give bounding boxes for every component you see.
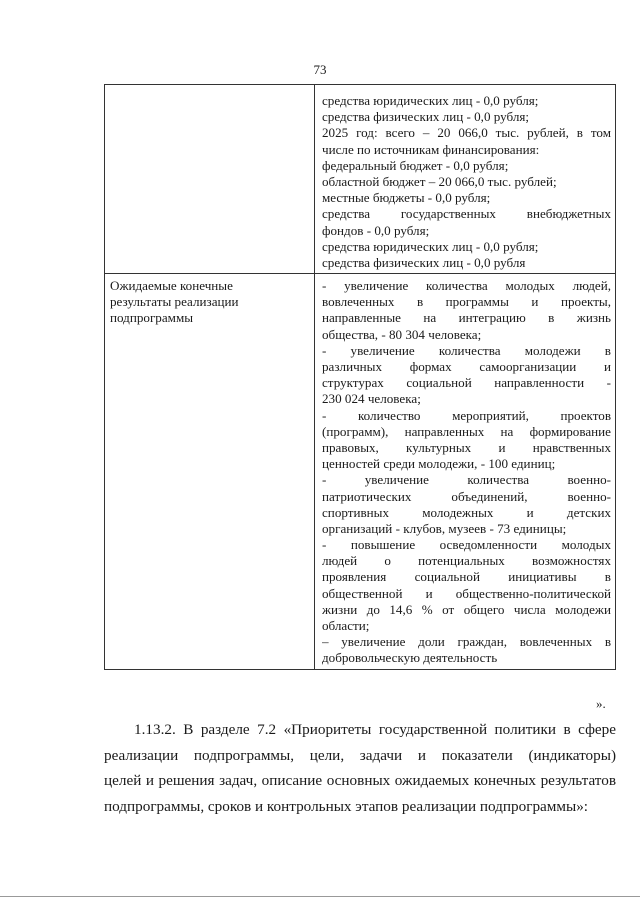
financing-line: 2025 год: всего – 20 066,0 тыс. рублей, в том <box>322 125 611 141</box>
result-line: правовых, культурных и нравственных <box>322 439 611 455</box>
financing-line: федеральный бюджет - 0,0 рубля; <box>322 157 509 173</box>
result-line: людей о потенциальных возможностях <box>322 553 611 569</box>
results-label-line: Ожидаемые конечные <box>110 278 233 294</box>
program-passport-table <box>104 84 616 670</box>
financing-line: средства юридических лиц - 0,0 рубля; <box>322 238 539 254</box>
result-line: области; <box>322 618 370 633</box>
financing-line: местные бюджеты - 0,0 рубля; <box>322 190 491 206</box>
result-line: вовлеченных в программы и проекты, <box>322 294 611 310</box>
paragraph-line: реализации подпрограммы, цели, задачи и показатели (индикаторы) <box>104 746 616 764</box>
results-label-line: результаты реализации <box>110 294 239 310</box>
paragraph-line: 1.13.2. В разделе 7.2 «Приоритеты государственной политики в сфере <box>134 721 616 738</box>
financing-line: средства физических лиц - 0,0 рубля; <box>322 109 530 125</box>
financing-line: фондов - 0,0 рубля; <box>322 222 430 238</box>
table-row-expected-results <box>105 274 616 670</box>
result-line: (программ), направленных на формирование <box>322 423 611 439</box>
result-line: - количество мероприятий, проектов <box>322 407 611 423</box>
financing-line: числе по источникам финансирования: <box>322 141 540 157</box>
result-line: проявления социальной инициативы в <box>322 569 611 585</box>
result-line: структурах социальной направленности - <box>322 375 611 391</box>
row2-label-cell <box>105 274 315 670</box>
result-line: организаций - клубов, музеев - 73 единицы; <box>322 520 567 536</box>
row2-results-cell <box>315 274 616 670</box>
result-line: 230 024 человека; <box>322 391 421 407</box>
result-line: спортивных молодежных и детских <box>322 504 611 520</box>
result-line: патриотических объединений, военно- <box>322 488 611 504</box>
result-line: ценностей среди молодежи, - 100 единиц; <box>322 456 556 472</box>
paragraph-line: подпрограммы, сроков и контрольных этапов реализации подпрограммы»: <box>104 797 589 815</box>
financing-line: средства государственных внебюджетных <box>322 206 611 222</box>
financing-line: областной бюджет – 20 066,0 тыс. рублей; <box>322 173 557 189</box>
result-line: общества, - 80 304 человека; <box>322 326 482 342</box>
result-line: направленные на интеграцию в жизнь <box>322 310 611 326</box>
result-line: жизни до 14,6 % от общего числа молодежи <box>322 601 611 617</box>
row1-financing-cell <box>315 85 616 274</box>
result-line: - повышение осведомленности молодых <box>322 537 611 553</box>
result-line: добровольческую деятельность <box>322 650 498 666</box>
results-label-line: подпрограммы <box>110 310 194 326</box>
amendment-paragraph <box>104 717 616 819</box>
result-line: – увеличение доли граждан, вовлеченных в <box>322 634 611 650</box>
result-line: общественной и общественно-политической <box>322 585 611 601</box>
row1-label-cell <box>105 85 315 274</box>
footer-rule <box>0 896 640 897</box>
result-line: - увеличение количества молодых людей, <box>322 278 611 294</box>
financing-line: средства физических лиц - 0,0 рубля <box>322 254 526 270</box>
financing-line: средства юридических лиц - 0,0 рубля; <box>322 93 539 108</box>
closing-quote-mark: ». <box>596 696 606 711</box>
table-row-financing <box>105 85 616 274</box>
page-number: 73 <box>313 62 327 77</box>
result-line: - увеличение количества военно- <box>322 472 611 488</box>
result-line: - увеличение количества молодежи в <box>322 342 611 358</box>
result-line: различных формах самоорганизации и <box>322 359 611 374</box>
paragraph-line: целей и решения задач, описание основных ожидаемых конечных результатов <box>104 772 616 789</box>
